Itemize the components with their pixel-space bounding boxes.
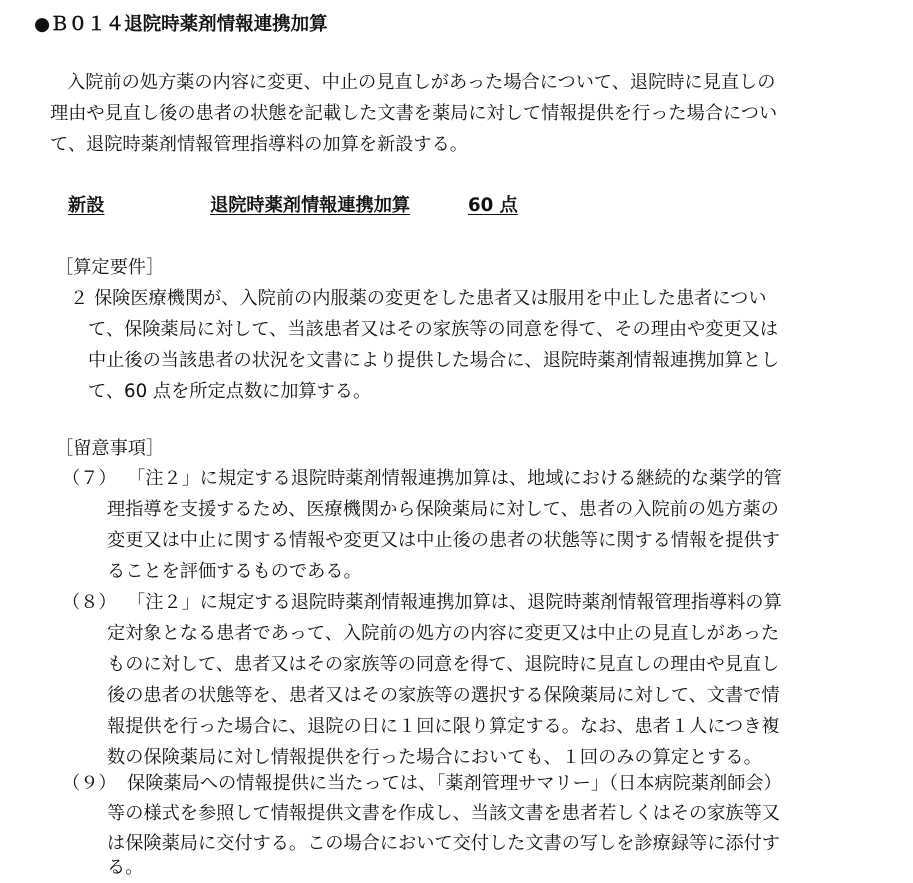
note-line: 理指導を支援するため、医療機関から保険薬局に対して、患者の入院前の処方薬の bbox=[107, 499, 779, 520]
requirements-heading: ［算定要件］ bbox=[55, 257, 165, 278]
note-line: る。 bbox=[107, 857, 144, 878]
note-line: 報提供を行った場合に、退院の日に１回に限り算定する。なお、患者１人につき複 bbox=[107, 716, 780, 737]
section-title: ●Ｂ０１４退院時薬剤情報連携加算 bbox=[34, 14, 328, 35]
note-line: 「注２」に規定する退院時薬剤情報連携加算は、退院時薬剤情報管理指導料の算 bbox=[127, 592, 782, 613]
new-item-tag: 新設 bbox=[68, 195, 105, 216]
note-line: ることを評価するものである。 bbox=[107, 561, 362, 582]
requirement-line: て、60 点を所定点数に加算する。 bbox=[88, 381, 372, 402]
note-line: ものに対して、患者又はその家族等の同意を得て、退院時に見直しの理由や見直し bbox=[107, 654, 780, 675]
intro-line: て、退院時薬剤情報管理指導料の加算を新設する。 bbox=[50, 134, 468, 155]
notes-heading: ［留意事項］ bbox=[55, 438, 165, 459]
note-number: （８） bbox=[62, 592, 117, 613]
note-number: （７） bbox=[62, 468, 117, 489]
intro-line: 入院前の処方薬の内容に変更、中止の見直しがあった場合について、退院時に見直しの bbox=[67, 72, 776, 93]
note-line: は保険薬局に交付する。この場合において交付した文書の写しを診療録等に添付す bbox=[107, 833, 780, 854]
note-line: 後の患者の状態等を、患者又はその家族等の選択する保険薬局に対して、文書で情 bbox=[107, 685, 780, 706]
note-number: （９） bbox=[62, 773, 117, 794]
intro-line: 理由や見直し後の患者の状態を記載した文書を薬局に対して情報提供を行った場合につい bbox=[50, 103, 778, 124]
note-line: 数の保険薬局に対し情報提供を行った場合においても、１回のみの算定とする。 bbox=[107, 747, 762, 768]
requirement-line: て、保険薬局に対して、当該患者又はその家族等の同意を得て、その理由や変更又は bbox=[88, 319, 779, 340]
requirement-line: ２ 保険医療機関が、入院前の内服薬の変更をした患者又は服用を中止した患者につい bbox=[70, 288, 767, 309]
note-line: 等の様式を参照して情報提供文書を作成し、当該文書を患者若しくはその家族等又 bbox=[107, 803, 780, 824]
note-line: 保険薬局への情報提供に当たっては、「薬剤管理サマリー」（日本病院薬剤師会） bbox=[127, 773, 782, 794]
note-line: 「注２」に規定する退院時薬剤情報連携加算は、地域における継続的な薬学的管 bbox=[127, 468, 782, 489]
note-line: 変更又は中止に関する情報や変更又は中止後の患者の状態等に関する情報を提供す bbox=[107, 530, 780, 551]
requirement-line: 中止後の当該患者の状況を文書により提供した場合に、退院時薬剤情報連携加算とし bbox=[88, 350, 780, 371]
new-item-name: 退院時薬剤情報連携加算 bbox=[210, 195, 411, 216]
new-item-points: 60 点 bbox=[468, 195, 518, 216]
note-line: 定対象となる患者であって、入院前の処方の内容に変更又は中止の見直しがあった bbox=[107, 623, 780, 644]
